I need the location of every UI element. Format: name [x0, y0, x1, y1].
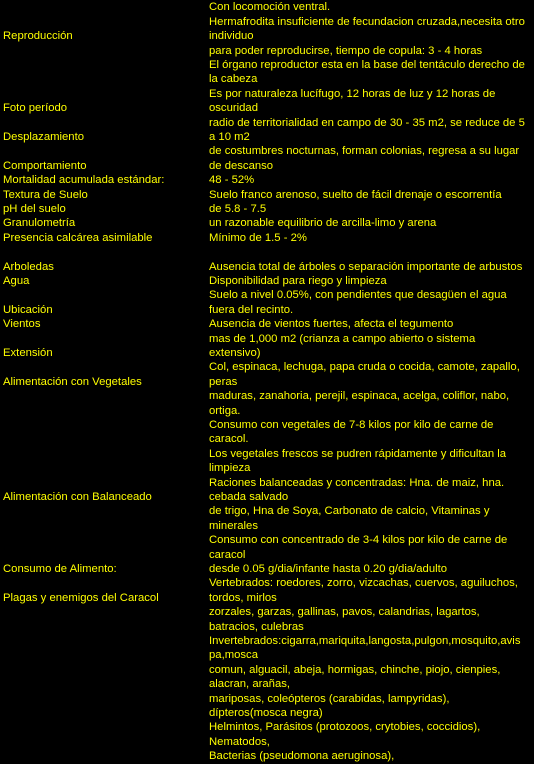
row-value: extensivo): [209, 347, 261, 359]
table-row: [0, 461, 534, 475]
row-value: Ausencia total de árboles o separación importante de arbustos: [209, 260, 523, 273]
table-row: [0, 490, 534, 504]
table-row: [0, 533, 534, 547]
table-row: [0, 591, 534, 605]
row-value: tordos, mirlos: [209, 591, 277, 604]
row-value: 48 - 52%: [209, 174, 255, 187]
table-row: [0, 389, 534, 403]
table-row: [0, 749, 534, 763]
row-label: Plagas y enemigos del Caracol: [3, 591, 159, 604]
table-row: [0, 720, 534, 734]
table-row: [0, 346, 534, 360]
row-value: peras: [209, 375, 238, 388]
table-row: [0, 735, 534, 749]
row-label: Reproducción: [3, 30, 73, 43]
row-value: de descanso: [209, 159, 274, 172]
table-row: [0, 173, 534, 187]
row-label: Granulometría: [3, 217, 76, 230]
row-value: Disponibilidad para riego y limpieza: [209, 275, 387, 287]
row-value: Consumo con vegetales de 7-8 kilos por kilo de carne de: [209, 419, 494, 431]
row-value: mas de 1,000 m2 (crianza a campo abierto o sistema: [209, 332, 476, 345]
row-value: Mínimo de 1.5 - 2%: [209, 231, 307, 244]
row-value: Raciones balanceadas y concentradas: Hna. de maiz, hna.: [209, 476, 505, 489]
row-value: a 10 m2: [209, 131, 250, 143]
row-label: Extensión: [3, 347, 53, 359]
row-label: Arboledas: [3, 260, 54, 273]
table-row: [0, 0, 534, 14]
row-value: ortiga.: [209, 404, 241, 417]
row-value: comun, alguacil, abeja, hormigas, chinche, piojo, cienpies,: [209, 663, 501, 676]
row-value: individuo: [209, 30, 254, 43]
row-value: de costumbres nocturnas, forman colonias, regresa a su lugar: [209, 145, 520, 158]
row-value: alacran, arañas,: [209, 678, 291, 691]
row-value: minerales: [209, 519, 258, 532]
row-label: Presencia calcárea asimilable: [3, 231, 153, 244]
row-value: zorzales, garzas, gallinas, pavos, calandrias, lagartos,: [209, 606, 480, 619]
row-value: desde 0.05 g/dia/infante hasta 0.20 g/dia/adulto: [209, 563, 448, 575]
row-value: Suelo franco arenoso, suelto de fácil drenaje o escorrentía: [209, 188, 502, 201]
row-value: maduras, zanahoria, perejil, espinaca, acelga, coliflor, nabo,: [209, 390, 510, 403]
table-row: [0, 116, 534, 130]
row-value: batracios, culebras: [209, 620, 304, 633]
table-row: [0, 418, 534, 432]
table-row: [0, 447, 534, 461]
row-value: pa,mosca: [209, 649, 258, 662]
row-value: Suelo a nivel 0.05%, con pendientes que desagüen el agua: [209, 289, 507, 302]
row-value: radio de territorialidad en campo de 30 - 35 m2, se reduce de 5: [209, 116, 525, 129]
row-value: Helmintos, Parásitos (protozoos, crytobies, coccidios),: [209, 721, 481, 734]
row-value: de trigo, Hna de Soya, Carbonato de calcio, Vitaminas y: [209, 505, 490, 518]
table-row: [0, 144, 534, 158]
row-value: Consumo con concentrado de 3-4 kilos por kilo de carne de: [209, 534, 508, 547]
table-row: [0, 375, 534, 389]
row-label: Ubicación: [3, 303, 53, 316]
table-row: [0, 101, 534, 115]
row-value: Invertebrados:cigarra,mariquita,langosta,pulgon,mosquito,avis: [209, 635, 521, 647]
table-row: [0, 303, 534, 317]
row-value: limpieza: [209, 462, 251, 475]
row-value: cebada salvado: [209, 491, 289, 503]
row-value: Nematodos,: [209, 735, 270, 748]
table-row: [0, 332, 534, 346]
table-row: [0, 317, 534, 331]
row-label: Desplazamiento: [3, 131, 85, 143]
row-value: Ausencia de vientos fuertes, afecta el tegumento: [209, 318, 454, 331]
row-label: Foto período: [3, 102, 68, 115]
row-value: para poder reproducirse, tiempo de copula: 3 - 4 horas: [209, 44, 483, 57]
row-value: Es por naturaleza lucífugo, 12 horas de luz y 12 horas de: [209, 87, 496, 100]
table-row: [0, 288, 534, 302]
row-label: Agua: [3, 275, 30, 287]
row-label: Alimentación con Balanceado: [3, 491, 152, 503]
row-label: pH del suelo: [3, 203, 66, 215]
table-row: [0, 360, 534, 374]
row-label: Consumo de Alimento:: [3, 563, 117, 575]
table-row: [0, 677, 534, 691]
table-row: [0, 648, 534, 662]
row-value: Bacterias (pseudomona aeruginosa),: [209, 750, 395, 763]
row-value: Los vegetales frescos se pudren rápidamente y dificultan la: [209, 447, 507, 460]
table-row: [0, 188, 534, 202]
row-value: El órgano reproductor esta en la base del tentáculo derecho de: [209, 59, 525, 71]
table-row: [0, 576, 534, 590]
row-value: un razonable equilibrio de arcilla-limo y arena: [209, 217, 437, 230]
table-row: [0, 159, 534, 173]
table-row: [0, 432, 534, 446]
table-row: [0, 692, 534, 706]
row-label: Alimentación con Vegetales: [3, 375, 142, 388]
table-row: [0, 274, 534, 288]
table-row: [0, 519, 534, 533]
table-row: [0, 562, 534, 576]
row-value: fuera del recinto.: [209, 303, 294, 316]
row-value: Hermafrodita insuficiente de fecundacion cruzada,necesita otro: [209, 15, 525, 28]
row-value: de 5.8 - 7.5: [209, 203, 267, 215]
table-row: [0, 72, 534, 86]
row-value: caracol.: [209, 433, 249, 446]
row-value: oscuridad: [209, 102, 258, 115]
table-row: [0, 706, 534, 720]
table-row: [0, 504, 534, 518]
table-row: [0, 605, 534, 619]
table-row: [0, 130, 534, 144]
table-row: [0, 634, 534, 648]
row-value: mariposas, coleópteros (carabidas, lampyridas),: [209, 692, 450, 705]
table-row: [0, 548, 534, 562]
table-row: [0, 15, 534, 29]
table-row: [0, 245, 534, 259]
table-row: [0, 476, 534, 490]
row-value: Col, espinaca, lechuga, papa cruda o cocida, camote, zapallo,: [209, 361, 520, 374]
table-row: [0, 216, 534, 230]
table-row: [0, 58, 534, 72]
row-value: Vertebrados: roedores, zorro, vizcachas, cuervos, aguiluchos,: [209, 577, 518, 590]
table-row: [0, 231, 534, 245]
row-value: la cabeza: [209, 73, 258, 86]
row-label: Textura de Suelo: [3, 188, 88, 201]
row-label: Vientos: [3, 318, 41, 331]
row-value: caracol: [209, 548, 246, 561]
row-value: dípteros(mosca negra): [209, 707, 323, 719]
table-row: [0, 260, 534, 274]
row-label: Mortalidad acumulada estándar:: [3, 174, 165, 187]
table-row: [0, 663, 534, 677]
table-row: [0, 202, 534, 216]
table-row: [0, 29, 534, 43]
table-row: [0, 404, 534, 418]
table-row: [0, 44, 534, 58]
table-row: [0, 87, 534, 101]
row-value: Con locomoción ventral.: [209, 1, 331, 14]
table-row: [0, 620, 534, 634]
row-label: Comportamiento: [3, 159, 87, 172]
